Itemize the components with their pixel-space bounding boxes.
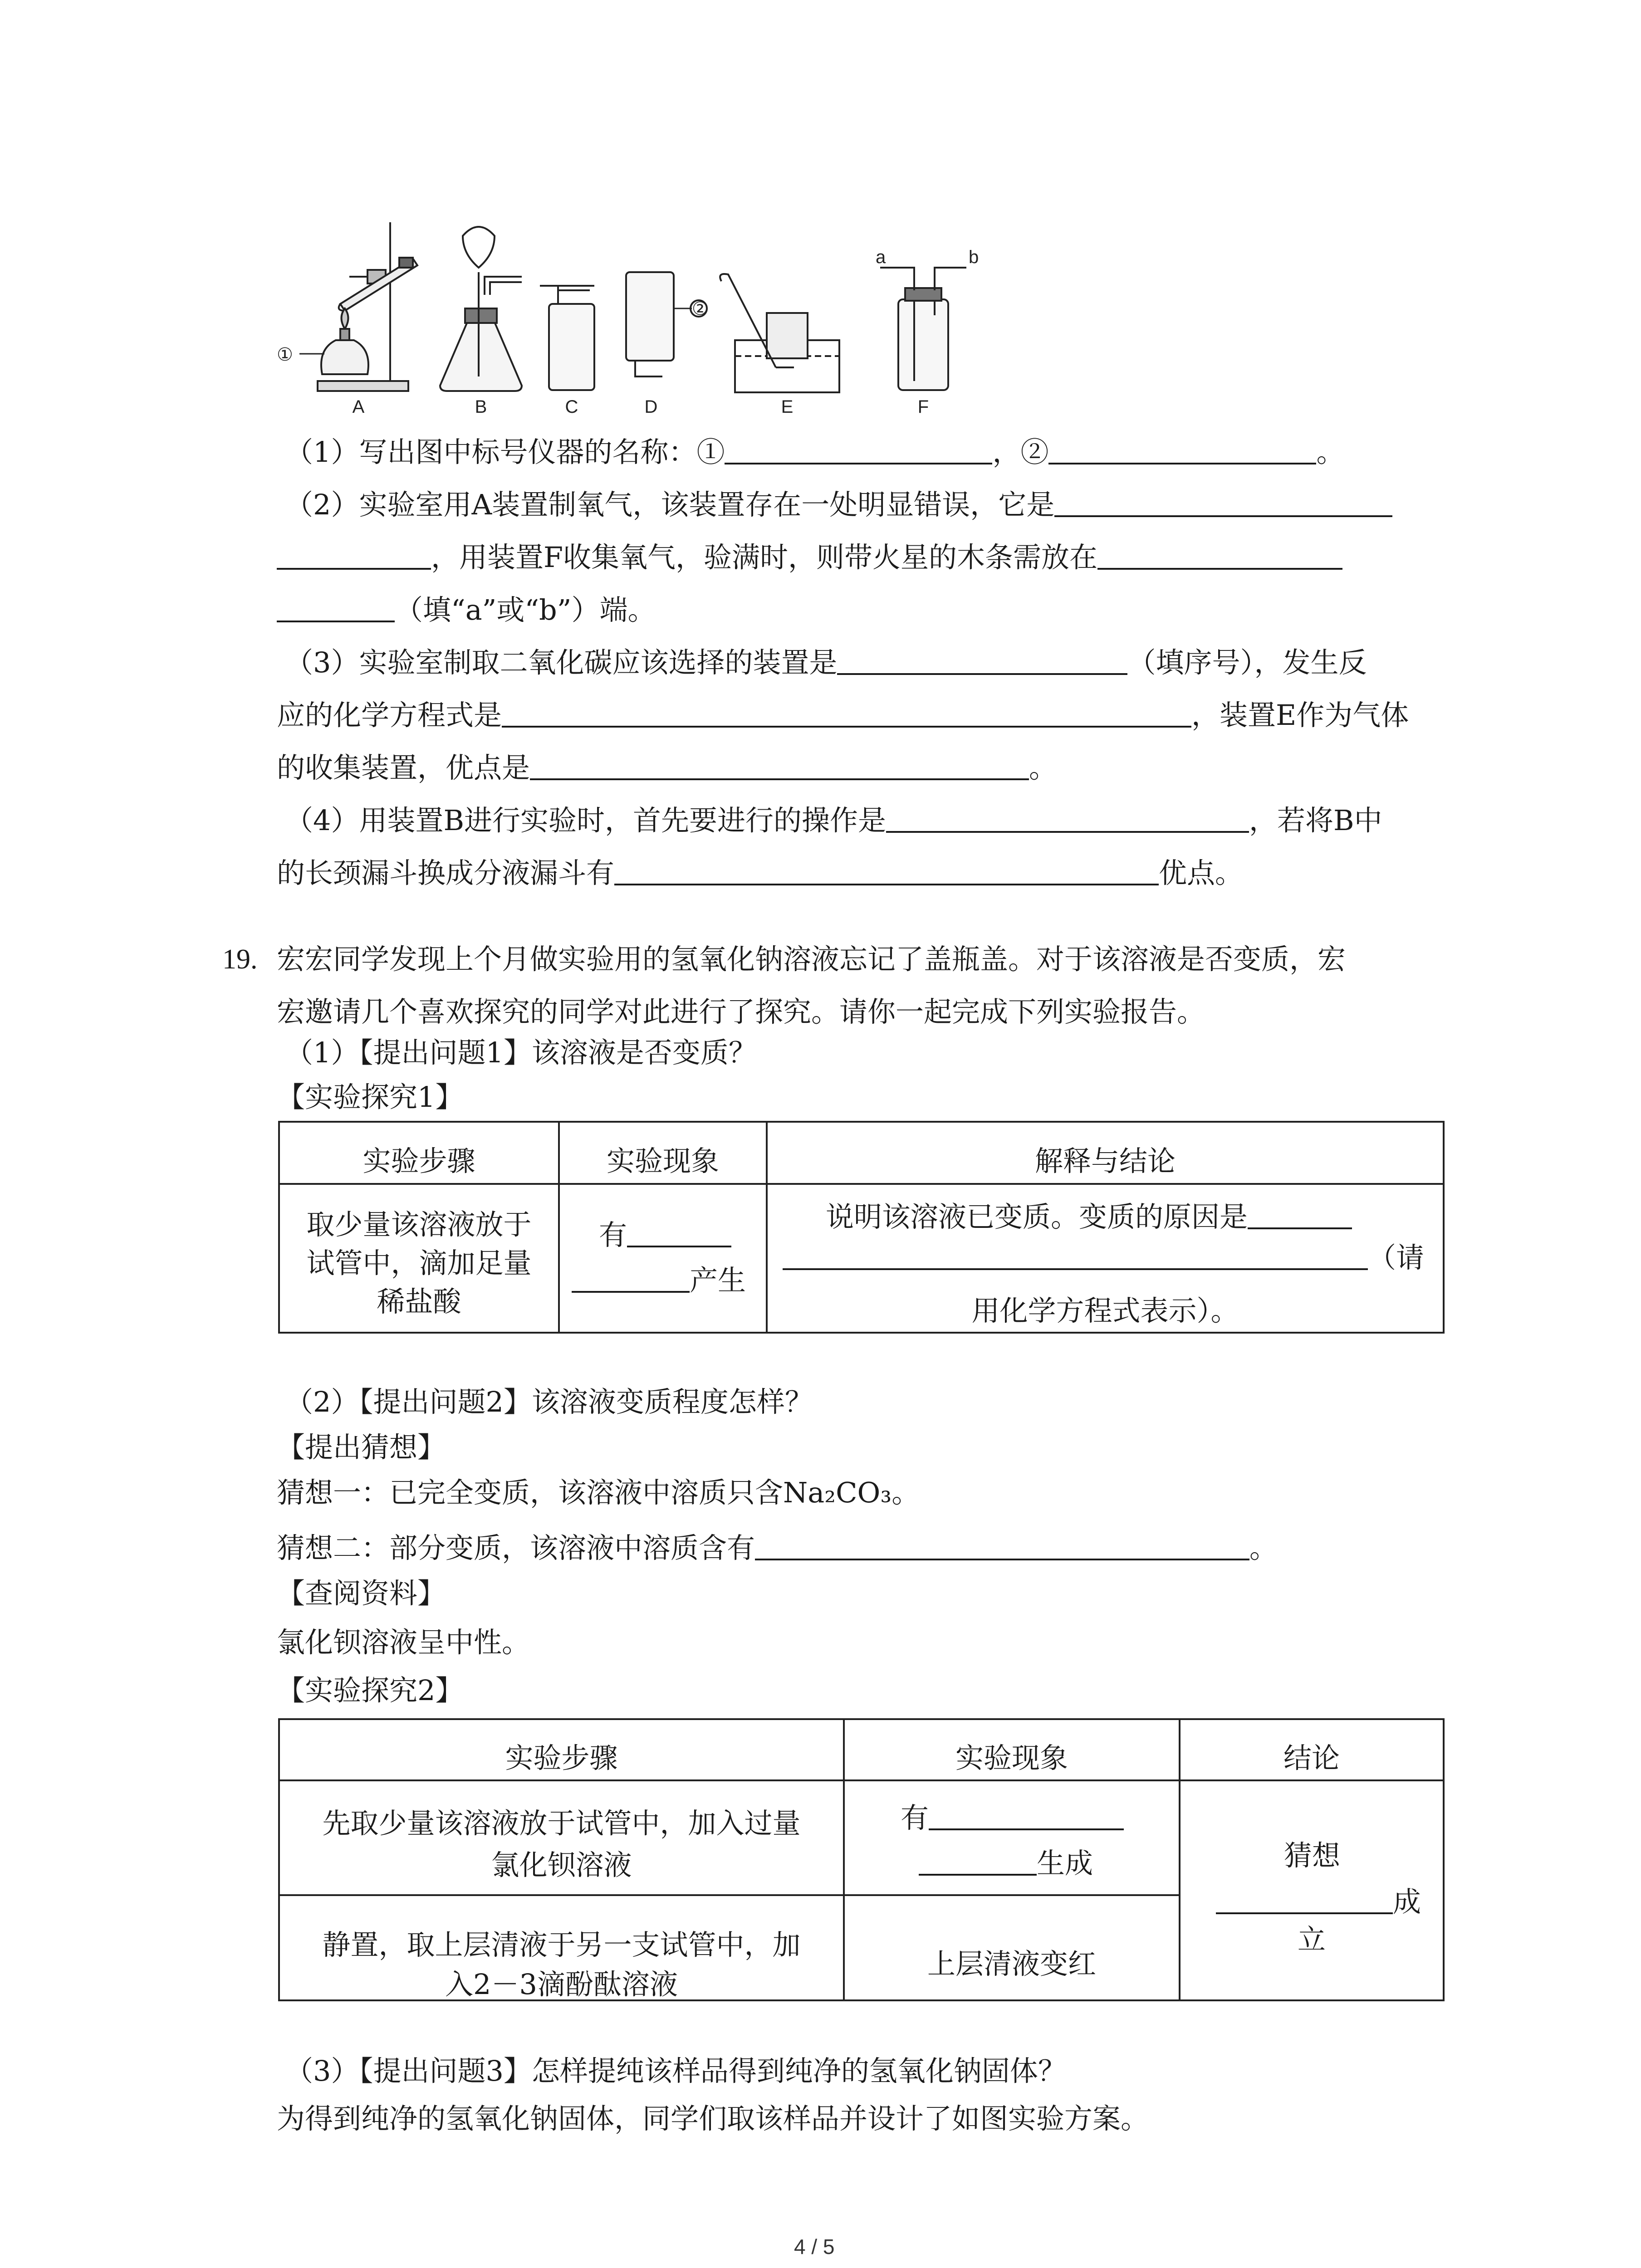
q19-guess2: 猜想二：部分变质，该溶液中溶质含有 。 [277, 1531, 1278, 1564]
q19-explore1-heading: 【实验探究1】 [277, 1080, 464, 1114]
q19-ref-heading: 【查阅资料】 [277, 1577, 446, 1610]
q19-ref-text: 氯化钡溶液呈中性。 [277, 1626, 530, 1659]
q19-question2: （2）【提出问题2】该溶液变质程度怎样？ [285, 1385, 813, 1418]
table2-row1-phen-a: 有 [901, 1803, 1124, 1832]
q19-question3: （3）【提出问题3】怎样提纯该样品得到纯净的氢氧化钠固体？ [285, 2054, 1066, 2087]
port-b: b [969, 247, 979, 267]
q19-explore2-heading: 【实验探究2】 [277, 1674, 464, 1707]
q18-part3-line3: 的收集装置，优点是 。 [277, 751, 1058, 784]
table1-phenomenon-b: 产生 [572, 1266, 746, 1295]
q18-part4-line2: 的长颈漏斗换成分液漏斗有 优点。 [277, 856, 1244, 890]
table2-header-phenomenon: 实验现象 [955, 1741, 1068, 1774]
label-b: B [475, 397, 487, 417]
label-e: E [781, 397, 794, 417]
blank-guess[interactable] [1216, 1887, 1393, 1914]
blank-phenomenon-2[interactable] [572, 1266, 690, 1293]
table2-row2-step-line2: 入2－3滴酚酞溶液 [445, 1968, 678, 2001]
table1-header-conclusion: 解释与结论 [1034, 1144, 1176, 1178]
q19-guess-heading: 【提出猜想】 [277, 1431, 446, 1464]
table2-row2-step-line1: 静置，取上层清液于另一支试管中，加 [322, 1928, 801, 1961]
table2-row1-phen-b: 生成 [919, 1848, 1093, 1877]
q18-part3-line2: 应的化学方程式是 ，装置E作为气体 [277, 699, 1409, 732]
label-d: D [644, 397, 658, 417]
table2-header-step: 实验步骤 [505, 1741, 618, 1774]
callout-2: ② [692, 299, 708, 319]
label-f: F [917, 397, 929, 417]
blank-phenomenon-1[interactable] [627, 1220, 731, 1247]
table1-conclusion-c: 用化学方程式表示）。 [971, 1294, 1239, 1327]
table1-step-line1: 取少量该溶液放于 [306, 1208, 532, 1241]
q19-intro-line1: 宏宏同学发现上个月做实验用的氢氧化钠溶液忘记了盖瓶盖。对于该溶液是否变质，宏 [277, 943, 1346, 976]
q19-intro-line2: 宏邀请几个喜欢探究的同学对此进行了探究。请你一起完成下列实验报告。 [277, 995, 1205, 1028]
q18-part3-line1: （3）实验室制取二氧化碳应该选择的装置是 （填序号），发生反 [285, 646, 1367, 679]
table1-header-step: 实验步骤 [362, 1144, 475, 1178]
q18-part2-line2: ，用装置F收集氧气，验满时，则带火星的木条需放在 [277, 543, 1342, 572]
blank-reason-2[interactable] [783, 1243, 1368, 1270]
table2-row2-phen: 上层清液变红 [927, 1947, 1096, 1980]
q19-guess1: 猜想一：已完全变质，该溶液中溶质只含Na₂CO₃。 [277, 1476, 920, 1509]
page-number: 4 / 5 [794, 2235, 835, 2258]
table1-conclusion-a: 说明该溶液已变质。变质的原因是 [826, 1202, 1352, 1231]
q18-part4-line1: （4）用装置B进行实验时，首先要进行的操作是 ，若将B中 [285, 804, 1382, 837]
table1-header-phenomenon: 实验现象 [606, 1144, 719, 1178]
blank-precipitate-1[interactable] [929, 1803, 1124, 1830]
table2-conclusion-b: 成 [1216, 1887, 1421, 1916]
label-c: C [565, 397, 578, 417]
table2-row1-step-line1: 先取少量该溶液放于试管中，加入过量 [322, 1807, 801, 1840]
port-a: a [876, 247, 886, 267]
table2-row1-step-line2: 氯化钡溶液 [491, 1848, 632, 1882]
blank-solute[interactable] [755, 1533, 1249, 1560]
callout-1: ① [277, 345, 293, 365]
table1-conclusion-b: （请 [783, 1243, 1424, 1272]
table2-conclusion-c: 立 [1298, 1923, 1326, 1956]
q18-part2-line3: （填“a”或“b”）端。 [277, 595, 656, 624]
table1-step-line2: 试管中，滴加足量 [306, 1246, 532, 1280]
q19-number: 19. [222, 944, 258, 975]
blank-precipitate-2[interactable] [919, 1848, 1037, 1876]
table2-header-conclusion: 结论 [1283, 1741, 1340, 1774]
blank-reason-1[interactable] [1248, 1202, 1352, 1229]
table1-step-line3: 稀盐酸 [377, 1285, 461, 1318]
q18-part2-line1: （2）实验室用A装置制氧气，该装置存在一处明显错误，它是 [285, 490, 1392, 519]
table1-phenomenon-a: 有 [599, 1220, 731, 1249]
label-a: A [352, 397, 365, 417]
q18-part1: （1）写出图中标号仪器的名称：① ，② 。 [285, 435, 1345, 469]
table2-conclusion-a: 猜想 [1284, 1839, 1341, 1872]
q19-question1: （1）【提出问题1】该溶液是否变质？ [285, 1036, 757, 1069]
q19-question3-text: 为得到纯净的氢氧化钠固体，同学们取该样品并设计了如图实验方案。 [277, 2102, 1149, 2135]
